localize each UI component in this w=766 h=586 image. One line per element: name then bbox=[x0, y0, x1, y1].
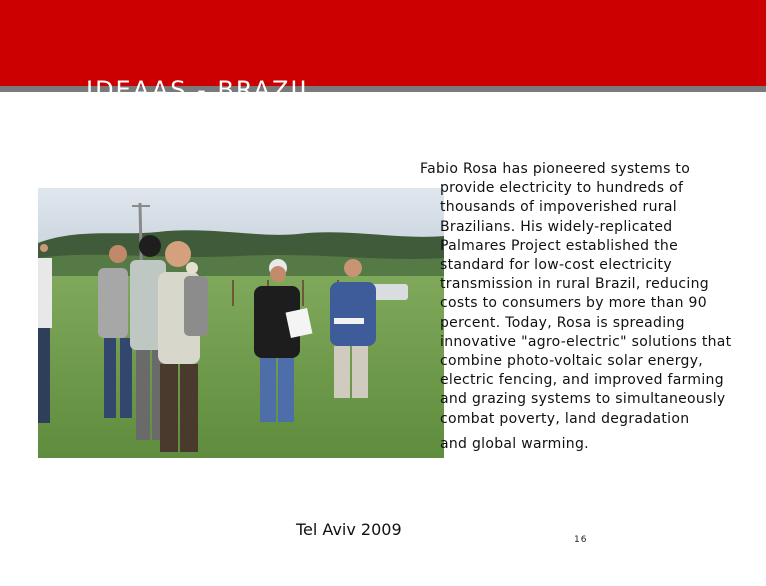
page-number: 16 bbox=[574, 535, 588, 545]
description-paragraph bbox=[420, 160, 740, 454]
paragraph-body: provide electricity to hundreds of thousands of impoverished rural Brazilians. His widely-replicated Palmares Project established the standard for low-cost electricity transmission in rural Brazil, reducing costs to consumers by more than 90 percent. Today, Rosa is spreading innovative "agro-electric" solutions that combine photo-voltaic solar energy, electric fencing, and improved farming and grazing systems to simultaneously combat poverty, land degradation bbox=[440, 180, 732, 427]
footer-text: Tel Aviv 2009 bbox=[296, 520, 402, 539]
paragraph-tail: and global warming. bbox=[440, 435, 589, 452]
slide-title: IDEAAS - BRAZIL bbox=[86, 76, 315, 98]
paragraph-first-line: Fabio Rosa has pioneered systems to bbox=[420, 161, 691, 177]
field-meeting-photo bbox=[38, 188, 444, 458]
title-area bbox=[0, 70, 766, 98]
